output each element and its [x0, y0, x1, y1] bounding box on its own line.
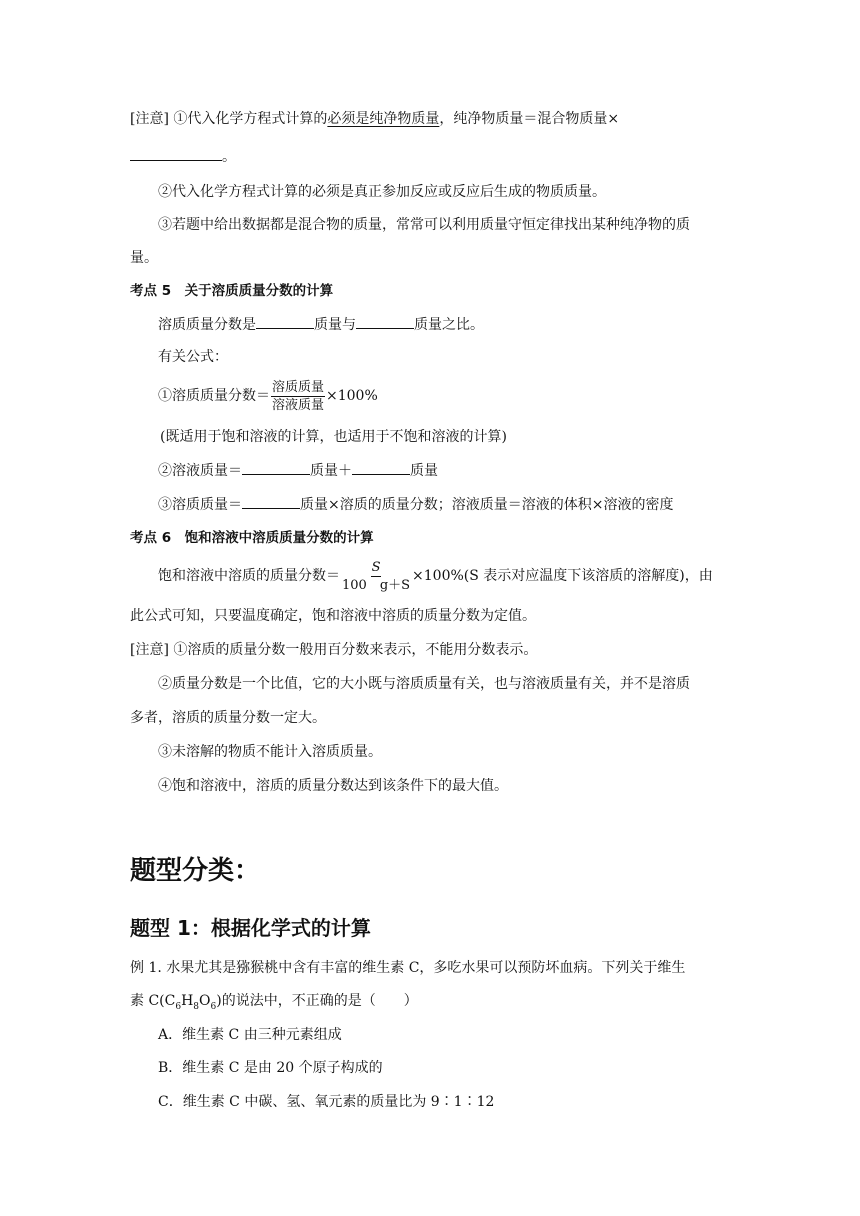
fill-blank	[242, 494, 300, 509]
kp6-note-3: ③未溶解的物质不能计入溶质质量。	[158, 744, 382, 760]
fill-blank	[130, 146, 222, 161]
kp6-note-2-line2: 多者，溶质的质量分数一定大。	[130, 710, 326, 726]
type-1-title: 题型 1：根据化学式的计算	[130, 916, 371, 940]
option-b: B．维生素 C 是由 20 个原子构成的	[158, 1060, 383, 1076]
section-title: 题型分类：	[130, 856, 261, 886]
kp6-formula: 饱和溶液中溶质的质量分数＝ $\frac{S}{100 g+S}$ ×100%(S 表示对应温度下该溶质的溶解度)，由	[158, 559, 713, 593]
kp6-title: 考点 6 饱和溶液中溶质质量分数的计算	[130, 530, 374, 546]
fill-blank	[356, 314, 414, 329]
note-3-line1: ③若题中给出数据都是混合物的质量，常常可以利用质量守恒定律找出某种纯净物的质	[158, 217, 690, 233]
fraction: $\frac{\text{溶质质量}}{\text{溶液质量}}$	[272, 379, 325, 413]
kp5-definition: 溶质质量分数是 质量与 质量之比。	[158, 314, 484, 335]
option-a: A．维生素 C 由三种元素组成	[158, 1027, 342, 1043]
kp5-title: 考点 5 关于溶质质量分数的计算	[130, 283, 334, 299]
example-1-line1: 例 1. 水果尤其是猕猴桃中含有丰富的维生素 C，多吃水果可以预防坏血病。下列关于维生	[130, 960, 686, 976]
fill-blank	[256, 314, 314, 329]
note-2: ②代入化学方程式计算的必须是真正参加反应或反应后生成的物质质量。	[158, 184, 606, 200]
fill-blank	[352, 460, 410, 475]
note-3-line2: 量。	[130, 250, 158, 266]
note-1-line: [注意] ①代入化学方程式计算的必须是纯净物质量，纯净物质量＝混合物质量×	[130, 111, 620, 127]
option-c: C．维生素 C 中碳、氢、氧元素的质量比为 9∶1∶12	[158, 1094, 495, 1110]
kp6-note-2-line1: ②质量分数是一个比值，它的大小既与溶质质量有关，也与溶液质量有关，并不是溶质	[158, 676, 690, 692]
kp5-formula-1: ①溶质质量分数＝ $\frac{\text{溶质质量}}{\text{溶液质量}}$ ×100%	[158, 379, 378, 413]
kp5-formula-1-note: (既适用于饱和溶液的计算，也适用于不饱和溶液的计算)	[160, 429, 507, 445]
note-1-blank-line: 。	[130, 146, 236, 167]
kp6-note-1: [注意] ①溶质的质量分数一般用百分数来表示，不能用分数表示。	[130, 642, 538, 658]
kp5-formulas-label: 有关公式：	[158, 349, 228, 365]
kp5-formula-2: ②溶液质量＝ 质量＋ 质量	[158, 460, 438, 481]
fraction: $\frac{S}{100 g+S}$	[342, 559, 411, 593]
example-1-line2: 素 $C(C_6H_8O_6)$的说法中，不正确的是（ ）	[130, 993, 418, 1012]
fill-blank	[242, 460, 310, 475]
kp6-formula-line2: 此公式可知，只要温度确定，饱和溶液中溶质的质量分数为定值。	[130, 608, 536, 624]
kp6-note-4: ④饱和溶液中，溶质的质量分数达到该条件下的最大值。	[158, 778, 508, 794]
kp5-formula-3: ③溶质质量＝ 质量×溶质的质量分数；溶液质量＝溶液的体积×溶液的密度	[158, 494, 673, 515]
note-1-underlined: 必须是纯净物质量	[327, 111, 440, 127]
